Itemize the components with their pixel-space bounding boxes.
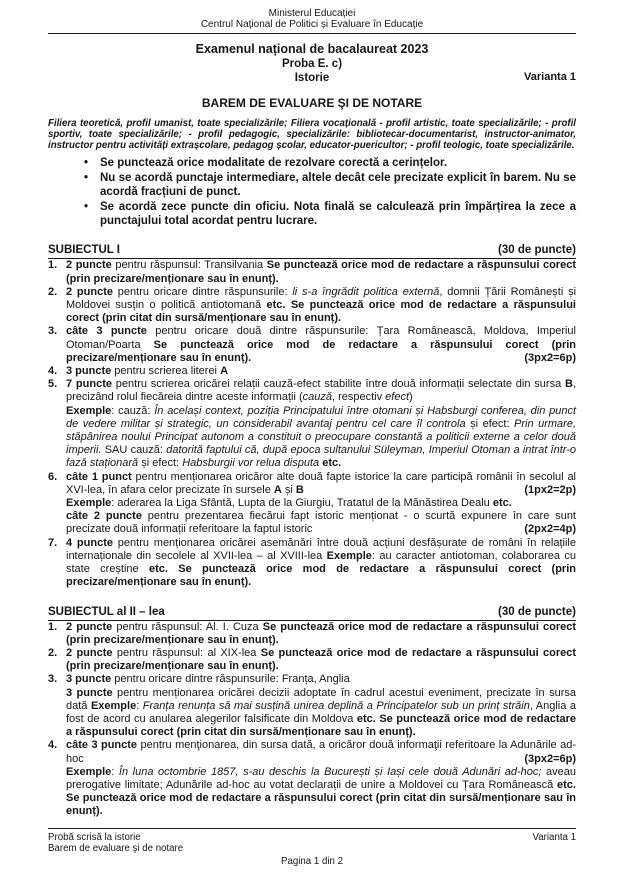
scoring-bullet-text: Nu se acordă punctaje intermediare, altele decât cele precizate explicit în barem. Nu se acordă fracțiuni de punct. [100, 171, 576, 199]
item-paragraph: 2 puncte pentru răspunsul: Al. I. Cuza Se punctează orice mod de redactare a răspunsului corect (prin precizare/menționare sau în enunț). [66, 620, 576, 646]
scoring-rules [48, 156, 576, 228]
item-number: 1. [48, 259, 58, 272]
page-footer [48, 828, 576, 868]
points-badge: (3px2=6p) [519, 753, 576, 766]
exam-subject: Istorie [294, 72, 330, 84]
section-title: SUBIECTUL I [48, 244, 120, 257]
item-paragraph: 2 puncte pentru răspunsul: Transilvania Se punctează orice mod de redactare a răspunsului corect (prin precizare/menționare sau în enunț). [66, 259, 576, 285]
item-number: 5. [48, 378, 58, 391]
footer-exam-type: Probă scrisă la istorie [48, 831, 141, 843]
item-paragraph: Exemple: cauză: În același context, poziția Principatului între otomani și Habsburgi conferea, din punct de vedere militar și strategic, un considerabil avantaj pentru cel care îl controla și efect: Prin urmare, stăpânirea noului Principat autonom a constituit o preocupare constantă a politicii externe a celor două imperii. SAU cauză: datorită faptului că, după epoca sultanului Süleyman, Imperiul Otoman a intrat într-o fază staționară și efect: Habsburgii vor relua disputa etc. [66, 404, 577, 470]
item-paragraph: 3 puncte pentru menționarea oricărei decizii adoptate în cadrul acestui eveniment, precizate în sursa dată Exemple: Franța renunța să mai susțină unirea deplină a Principatelor sub un prinț străin, Anglia a fost de acord cu anularea alegerilor falsificate din Moldova etc. Se punctează orice mod de redactare a răspunsului corect (prin citat din sursă/menționare sau în enunț). [66, 686, 577, 739]
list-item [48, 537, 576, 590]
list-item [48, 471, 576, 537]
org-line: Centrul Național de Politici și Evaluare în Educație [200, 19, 424, 30]
item-paragraph: 2 puncte pentru răspunsul: al XIX-lea Se punctează orice mod de redactare a răspunsului corect (prin precizare/menționare sau în enunț). [66, 646, 576, 673]
section-title: SUBIECTUL al II – lea [48, 605, 165, 618]
list-item [48, 673, 576, 739]
header-rule [48, 33, 576, 34]
footer-doc-type: Barem de evaluare şi de notare [48, 843, 184, 855]
section-header [48, 605, 576, 621]
item-number: 2. [48, 285, 58, 298]
item-paragraph: 2 puncte pentru oricare dintre răspunsurile: li s-a îngrădit politica externă, domnii Țării Românești și Moldovei susțin o politică antiotomană etc. Se punctează orice mod de redactare a răspunsului corect (prin citat din sursă/menționare sau în enunț). [66, 285, 577, 325]
item-paragraph: 7 puncte pentru scrierea oricărei relații cauză-efect stabilite între două informații selectate din sursa B, precizând rolul fiecăreia dintre aceste informații (cauză, respectiv efect) [66, 378, 577, 404]
item-number: 1. [48, 620, 58, 633]
footer-variant: Varianta 1 [532, 831, 576, 843]
item-paragraph: câte 1 punct pentru menționarea oricăror alte două fapte istorice la care participă românii în secolul al XVI-lea, în afara celor precizate în sursele A și B (1px2=2p) [66, 470, 577, 496]
item-paragraph: 3 puncte pentru oricare dintre răspunsurile: Franța, Anglia [66, 673, 350, 686]
list-item [48, 647, 576, 673]
scoring-bullet-text: Se punctează orice modalitate de rezolvare corectă a cerințelor. [100, 157, 448, 170]
item-paragraph: câte 2 puncte pentru prezentarea fiecărui fapt istoric menționat - o scurtă expunere în care sunt precizate două informații referitoare la faptul istoric (2px2=4p) [66, 510, 576, 536]
bullet-dot-icon: • [84, 171, 89, 184]
section-header [48, 243, 576, 259]
scoring-bullet [48, 171, 576, 200]
item-paragraph: Exemple: În luna octombrie 1857, s-au deschis la București și Iași cele două Adunări ad-hoc; aveau prerogative limitate; Adunările ad-hoc au votat declarații de unire a Moldovei cu Țara Românească etc. Se punctează orice mod de redactare a răspunsului corect (prin citat din sursă/menționare sau în enunț). [66, 765, 577, 818]
list-item [48, 259, 576, 285]
item-paragraph: 3 puncte pentru scrierea literei A [66, 365, 229, 378]
list-item [48, 325, 576, 365]
list-item [48, 378, 576, 470]
list-item [48, 739, 576, 818]
list-item [48, 365, 576, 378]
points-badge: (2px2=4p) [519, 523, 576, 536]
item-number: 3. [48, 325, 58, 338]
item-number: 4. [48, 739, 58, 752]
item-number: 3. [48, 673, 58, 686]
bullet-dot-icon: • [84, 200, 89, 213]
item-number: 4. [48, 365, 58, 378]
barem-title: BAREM DE EVALUARE ŞI DE NOTARE [201, 96, 423, 110]
section-points: (30 de puncte) [498, 605, 576, 618]
footer-page-number: Pagina 1 din 2 [281, 856, 343, 868]
exam-stage: Proba E. c) [281, 58, 343, 70]
section-subiectul-2 [48, 605, 576, 819]
item-paragraph: câte 3 puncte pentru menţionarea, din sursa dată, a oricăror două informaţii referitoare la Adunările ad-hoc (3px2=6p) [66, 739, 576, 765]
variant-label: Varianta 1 [524, 71, 576, 83]
list-item [48, 621, 576, 647]
exam-title: Examenul național de bacalaureat 2023 [195, 42, 429, 56]
scoring-bullet [48, 156, 576, 170]
item-number: 2. [48, 646, 58, 659]
item-paragraph: 4 puncte pentru menționarea oricărei asemănări între două acțiuni desfășurate de români în relațiile internaționale din secolele al XVII-lea – al XVIII-lea Exemple: au caracter antiotoman, colaborarea cu state creștine etc. Se punctează orice mod de redactare a răspunsului corect (prin precizare/menționare sau în enunț). [66, 536, 576, 589]
item-paragraph: Exemple: aderarea la Liga Sfântă, Lupta de la Giurgiu, Tratatul de la Mănăstirea Dealu etc. [66, 497, 512, 510]
list-item [48, 286, 576, 326]
item-number: 7. [48, 536, 58, 549]
bullet-dot-icon: • [84, 157, 89, 170]
points-badge: (1px2=2p) [519, 484, 576, 497]
filiera-note: Filiera teoretică, profil umanist, toate specializările; Filiera vocațională - profil artistic, toate specializările; - profil sportiv, toate specializările; - profil pedagogic, specializările: bibliotecar-documentarist, instructor-animator, instructor pentru activități extrașcolare, pedagog școlar, educator-puericultor; - profil teologic, toate specializările. [48, 118, 576, 151]
ministry-line: Ministerul Educației [268, 8, 356, 19]
points-badge: (3px2=6p) [519, 352, 576, 365]
section-subiectul-1 [48, 243, 576, 589]
section-points: (30 de puncte) [498, 244, 576, 257]
scoring-bullet-text: Se acordă zece puncte din oficiu. Nota finală se calculează prin împărțirea la zece a punctajului total acordat pentru lucrare. [100, 200, 576, 228]
item-paragraph: câte 3 puncte pentru oricare două dintre răspunsurile: Țara Românească, Moldova, Imperiul Otoman/Poarta Se punctează orice mod de redactare a răspunsului corect (prin precizare/menționare sau în enunț). (3px2=6p) [66, 325, 577, 364]
scoring-bullet [48, 200, 576, 229]
item-number: 6. [48, 470, 58, 483]
